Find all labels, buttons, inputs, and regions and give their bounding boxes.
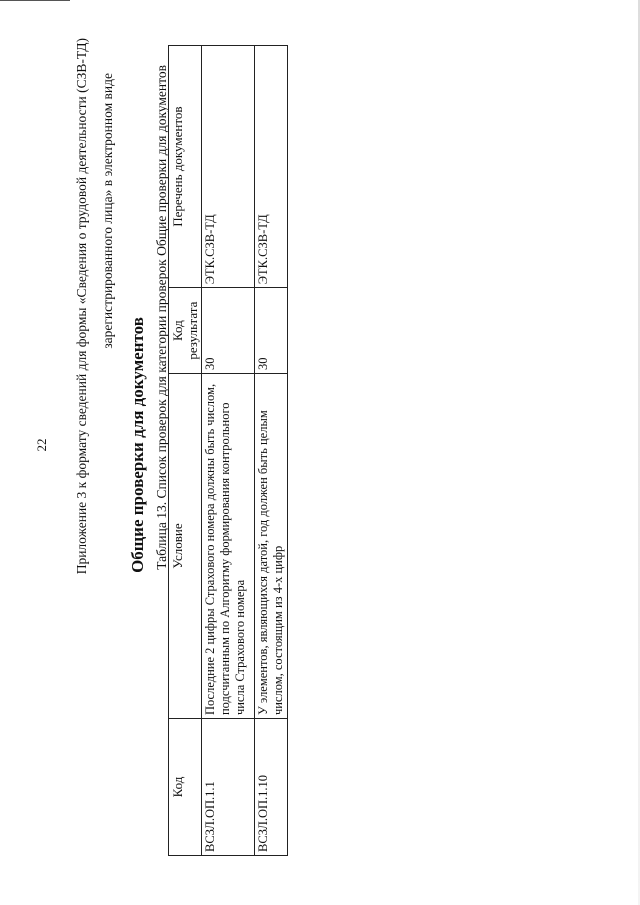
header-document-list: Перечень документов	[169, 46, 202, 288]
header-result-code: Код результата	[169, 288, 202, 374]
table-row	[255, 46, 288, 856]
table-row	[202, 46, 255, 856]
cell-code: ВСЗЛ.ОП.1.1	[202, 719, 255, 856]
header-code: Код	[169, 719, 202, 856]
cell-code: ВСЗЛ.ОП.1.10	[255, 719, 288, 856]
cell-result-code: 30	[202, 288, 255, 374]
table-header-row	[169, 46, 202, 856]
cell-document-list: ЭТК.СЗВ-ТД	[255, 46, 288, 288]
appendix-heading-line-2: зарегистрированного лица» в электронном виде	[100, 73, 115, 349]
cell-document-list: ЭТК.СЗВ-ТД	[202, 46, 255, 288]
section-title: Общие проверки для документов	[128, 317, 147, 573]
checks-table	[168, 45, 288, 856]
page-number: 22	[34, 438, 49, 452]
header-condition: Условие	[169, 374, 202, 719]
cell-result-code: 30	[255, 288, 288, 374]
appendix-heading-line-1: Приложение 3 к формату сведений для формы «Сведения о трудовой деятельности (СЗВ-ТД)	[74, 38, 89, 575]
cell-condition: Последние 2 цифры Страхового номера должны быть числом, подсчитанным по Алгоритму формирования контрольного числа Страхового номера	[202, 374, 255, 719]
rotated-page	[30, 5, 590, 885]
cell-condition: У элементов, являющихся датой, год должен быть целым числом, состоящим из 4-х цифр	[255, 374, 288, 719]
table-caption: Таблица 13. Список проверок для категории проверок Общие проверки для документов	[154, 65, 169, 570]
